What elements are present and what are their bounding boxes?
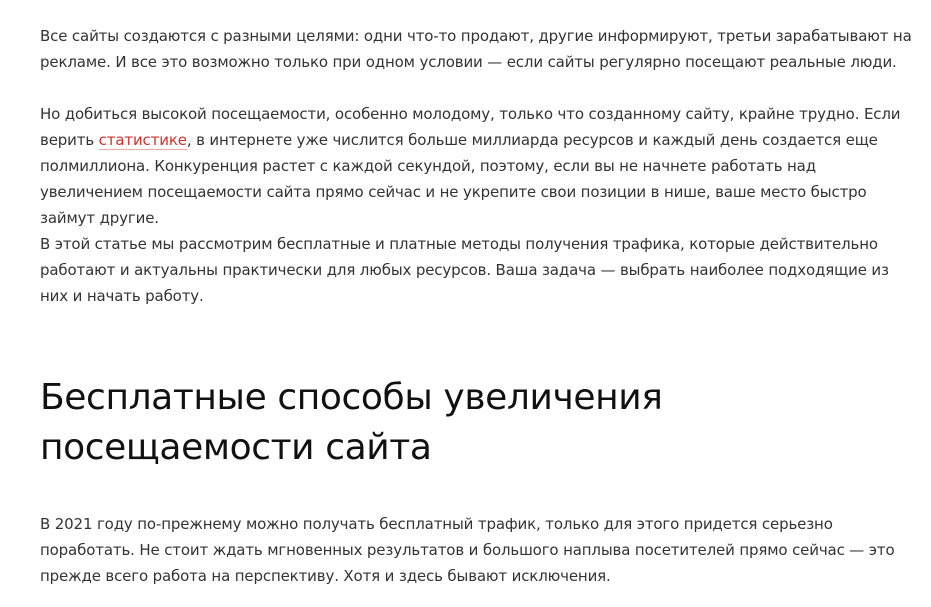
statistics-paragraph <box>40 101 915 231</box>
statistics-link[interactable]: статистике <box>98 131 187 149</box>
paragraph-text: , в интернете уже числится больше миллиарда ресурсов и каждый день создается еще полмиллиона. Конкуренция растет с каждой секундой, поэтому, если вы не начнете работать над увеличением посещаемости сайта прямо сейчас и не укрепите свои позиции в нише, ваше место быстро займут другие. <box>40 131 878 227</box>
paragraph-text: Но добиться высокой посещаемости, особенно молодому, только что созданному сайту, крайне трудно. Если верить <box>40 105 901 149</box>
overview-paragraph: В этой статье мы рассмотрим бесплатные и платные методы получения трафика, которые действительно работают и актуальны практически для любых ресурсов. Ваша задача — выбрать наиболее подходящие из них и начать работу. <box>40 235 889 305</box>
section-heading: Бесплатные способы увеличения посещаемости сайта <box>40 377 663 468</box>
section-paragraph: В 2021 году по-прежнему можно получать бесплатный трафик, только для этого придется серьезно поработать. Не стоит ждать мгновенных результатов и большого наплыва посетителей прямо сейчас — это прежде всего работа на перспективу. Хотя и здесь бывают исключения. <box>40 515 895 585</box>
intro-paragraph: Все сайты создаются с разными целями: одни что-то продают, другие информируют, третьи зарабатывают на рекламе. И все это возможно только при одном условии — если сайты регулярно посещают реальные люди. <box>40 27 912 71</box>
